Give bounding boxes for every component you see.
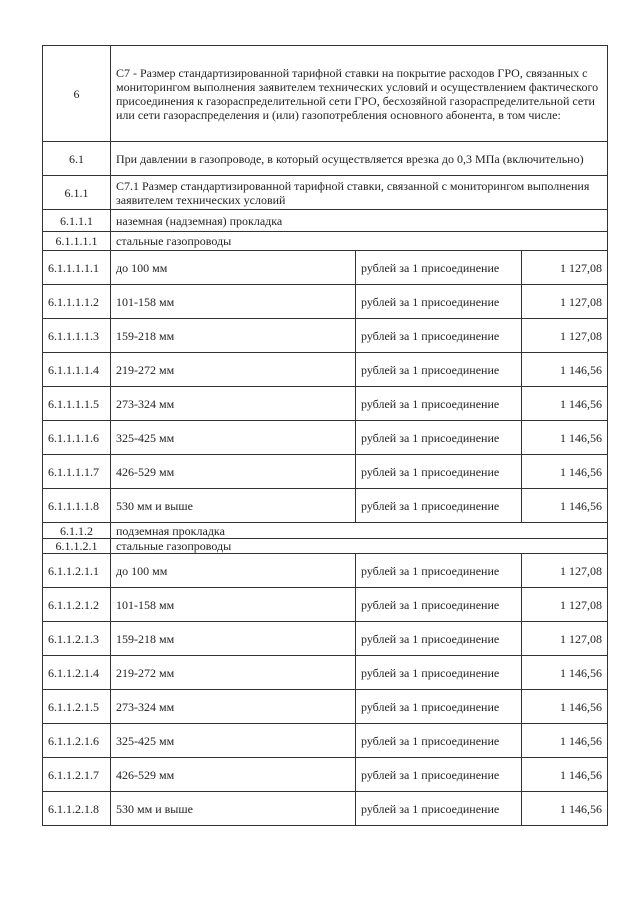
pipe-size: 530 мм и выше <box>111 489 356 523</box>
table-row <box>43 489 608 523</box>
row-code: 6.1.1.2.1.5 <box>43 690 111 724</box>
table-row <box>43 319 608 353</box>
row-code: 6.1.1.1.1.3 <box>43 319 111 353</box>
rate-value: 1 146,56 <box>522 724 608 758</box>
table-row <box>43 387 608 421</box>
row-code: 6.1.1.2 <box>43 523 111 539</box>
table-row <box>43 656 608 690</box>
pipe-size: 273-324 мм <box>111 690 356 724</box>
pipe-size: 325-425 мм <box>111 724 356 758</box>
pipe-size: 530 мм и выше <box>111 792 356 826</box>
row-code: 6.1.1.2.1.2 <box>43 588 111 622</box>
pipe-size: 426-529 мм <box>111 455 356 489</box>
row-code: 6.1.1.1.1.4 <box>43 353 111 387</box>
section-row <box>43 142 608 176</box>
table-row <box>43 251 608 285</box>
rate-value: 1 146,56 <box>522 758 608 792</box>
row-code: 6.1.1.1.1.7 <box>43 455 111 489</box>
section-row <box>43 523 608 539</box>
unit: рублей за 1 присоединение <box>356 588 522 622</box>
pipe-size: до 100 мм <box>111 251 356 285</box>
rate-value: 1 127,08 <box>522 251 608 285</box>
row-code: 6.1.1.1.1.5 <box>43 387 111 421</box>
rate-value: 1 127,08 <box>522 285 608 319</box>
pipe-size: 101-158 мм <box>111 285 356 319</box>
tariff-table <box>42 45 608 826</box>
row-code: 6 <box>43 46 111 142</box>
table-row <box>43 554 608 588</box>
unit: рублей за 1 присоединение <box>356 455 522 489</box>
row-description: С7.1 Размер стандартизированной тарифной ставки, связанной с мониторингом выполнения заявителем технических условий <box>111 176 608 210</box>
row-code: 6.1.1.2.1.8 <box>43 792 111 826</box>
table-row <box>43 421 608 455</box>
rate-value: 1 127,08 <box>522 554 608 588</box>
table-row <box>43 588 608 622</box>
row-description: С7 - Размер стандартизированной тарифной ставки на покрытие расходов ГРО, связанных с мониторингом выполнения заявителем технических условий и осуществлением фактического присоединения к газораспределительной сети ГРО, бесхозяйной газораспределительной сети или сети газораспределения и (или) газопотребления основного абонента, в том числе: <box>111 46 608 142</box>
rate-value: 1 127,08 <box>522 588 608 622</box>
table-row <box>43 792 608 826</box>
unit: рублей за 1 присоединение <box>356 421 522 455</box>
unit: рублей за 1 присоединение <box>356 489 522 523</box>
unit: рублей за 1 присоединение <box>356 656 522 690</box>
row-code: 6.1.1.1.1.1 <box>43 251 111 285</box>
unit: рублей за 1 присоединение <box>356 792 522 826</box>
pipe-size: 219-272 мм <box>111 353 356 387</box>
pipe-size: 159-218 мм <box>111 622 356 656</box>
table-row <box>43 455 608 489</box>
rate-value: 1 146,56 <box>522 421 608 455</box>
unit: рублей за 1 присоединение <box>356 724 522 758</box>
unit: рублей за 1 присоединение <box>356 690 522 724</box>
unit: рублей за 1 присоединение <box>356 251 522 285</box>
row-description: стальные газопроводы <box>111 232 608 251</box>
unit: рублей за 1 присоединение <box>356 319 522 353</box>
rate-value: 1 146,56 <box>522 489 608 523</box>
table-row <box>43 758 608 792</box>
rate-value: 1 146,56 <box>522 353 608 387</box>
section-row <box>43 46 608 142</box>
pipe-size: 325-425 мм <box>111 421 356 455</box>
section-row <box>43 176 608 210</box>
unit: рублей за 1 присоединение <box>356 387 522 421</box>
rate-value: 1 146,56 <box>522 656 608 690</box>
row-code: 6.1.1.1.1.8 <box>43 489 111 523</box>
pipe-size: 426-529 мм <box>111 758 356 792</box>
rate-value: 1 146,56 <box>522 387 608 421</box>
row-code: 6.1.1.1.1.2 <box>43 285 111 319</box>
row-code: 6.1.1.2.1.6 <box>43 724 111 758</box>
rate-value: 1 146,56 <box>522 690 608 724</box>
pipe-size: 219-272 мм <box>111 656 356 690</box>
unit: рублей за 1 присоединение <box>356 554 522 588</box>
row-code: 6.1.1 <box>43 176 111 210</box>
table-row <box>43 353 608 387</box>
row-code: 6.1.1.1.1.6 <box>43 421 111 455</box>
table-row <box>43 622 608 656</box>
unit: рублей за 1 присоединение <box>356 622 522 656</box>
rate-value: 1 127,08 <box>522 622 608 656</box>
row-code: 6.1.1.2.1.3 <box>43 622 111 656</box>
row-code: 6.1.1.2.1.4 <box>43 656 111 690</box>
section-row <box>43 210 608 232</box>
row-description: При давлении в газопроводе, в который осуществляется врезка до 0,3 МПа (включительно) <box>111 142 608 176</box>
unit: рублей за 1 присоединение <box>356 353 522 387</box>
table-row <box>43 285 608 319</box>
row-code: 6.1.1.2.1.1 <box>43 554 111 588</box>
row-code: 6.1.1.1.1 <box>43 232 111 251</box>
pipe-size: 273-324 мм <box>111 387 356 421</box>
rate-value: 1 127,08 <box>522 319 608 353</box>
unit: рублей за 1 присоединение <box>356 758 522 792</box>
row-description: подземная прокладка <box>111 523 608 539</box>
section-row <box>43 539 608 554</box>
row-code: 6.1.1.2.1 <box>43 539 111 554</box>
row-description: наземная (надземная) прокладка <box>111 210 608 232</box>
row-code: 6.1 <box>43 142 111 176</box>
row-code: 6.1.1.2.1.7 <box>43 758 111 792</box>
unit: рублей за 1 присоединение <box>356 285 522 319</box>
row-code: 6.1.1.1 <box>43 210 111 232</box>
pipe-size: 159-218 мм <box>111 319 356 353</box>
table-row <box>43 690 608 724</box>
pipe-size: 101-158 мм <box>111 588 356 622</box>
row-description: стальные газопроводы <box>111 539 608 554</box>
pipe-size: до 100 мм <box>111 554 356 588</box>
table-row <box>43 724 608 758</box>
rate-value: 1 146,56 <box>522 455 608 489</box>
rate-value: 1 146,56 <box>522 792 608 826</box>
section-row <box>43 232 608 251</box>
